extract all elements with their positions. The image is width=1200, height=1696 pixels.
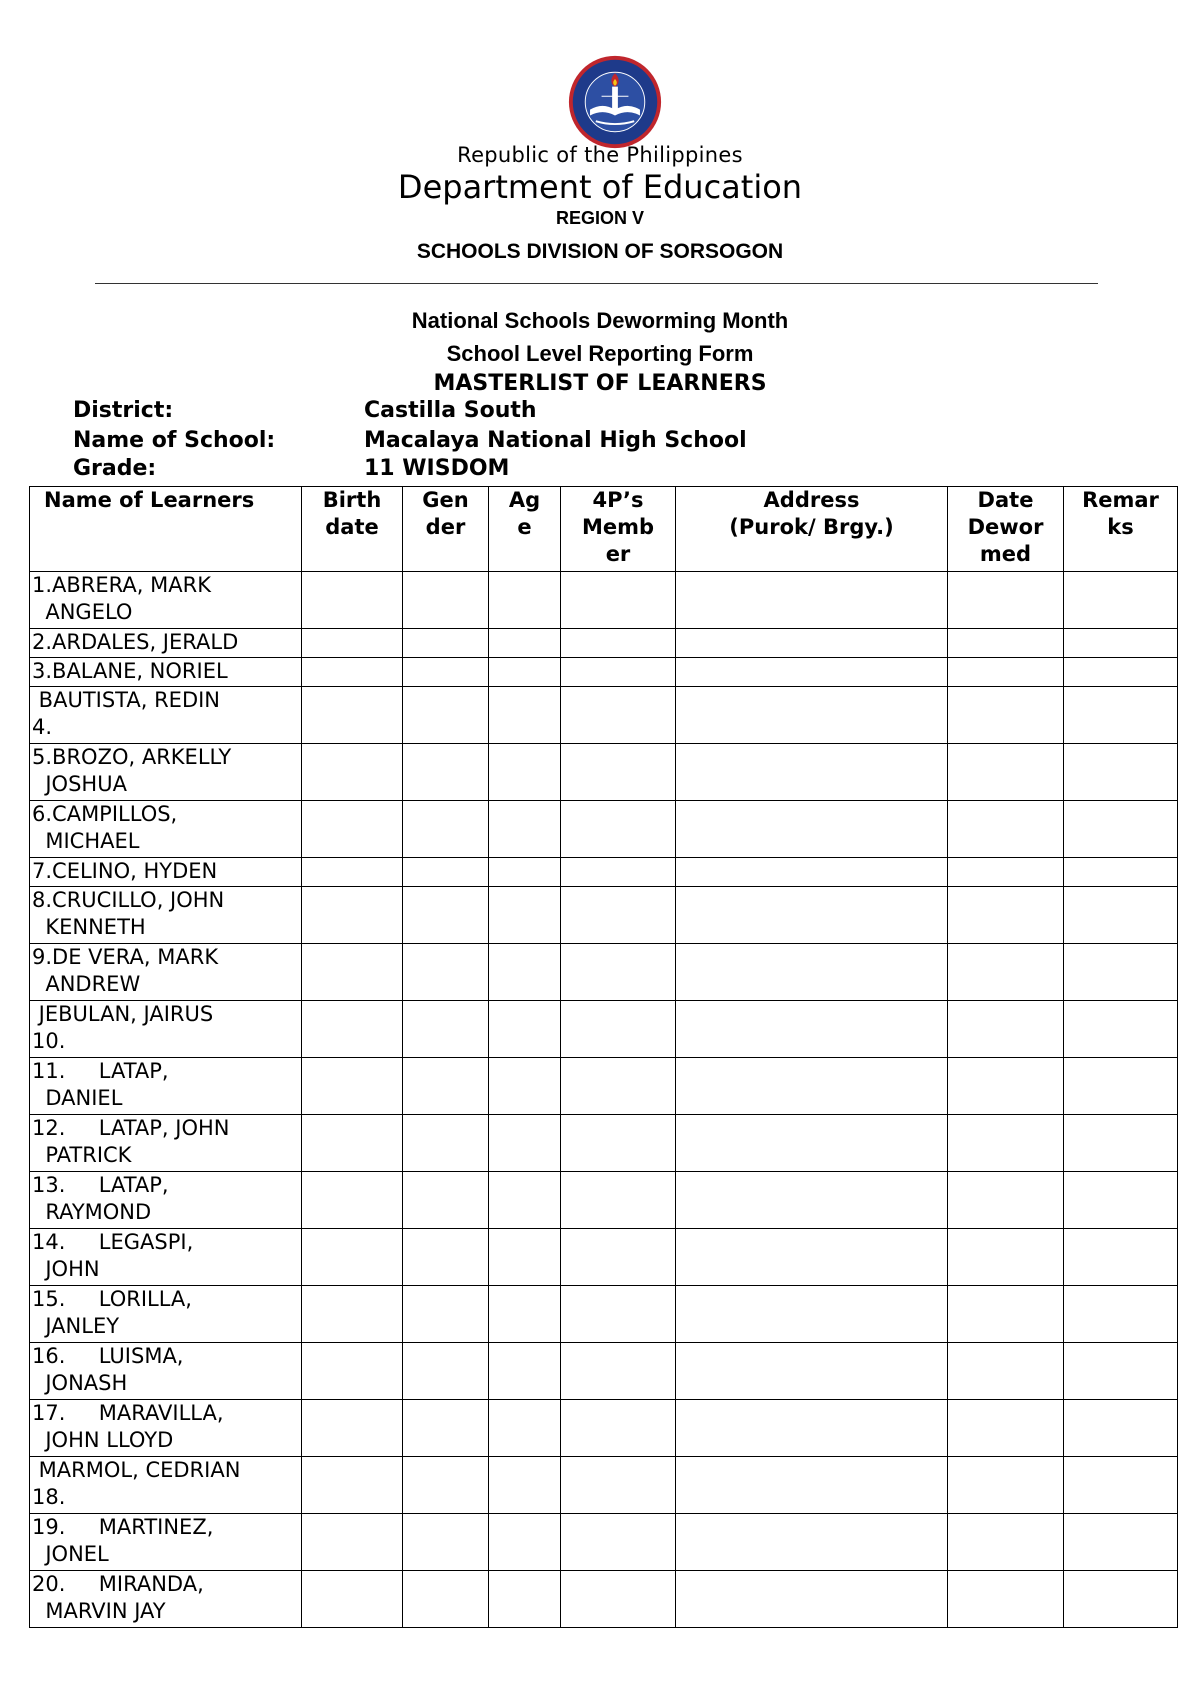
learner-name-text: 13. LATAP,: [32, 1173, 169, 1197]
learner-name-text: ANDREW: [32, 972, 141, 996]
learner-name-text: ANGELO: [32, 600, 133, 624]
learner-name-text: 5.BROZO, ARKELLY: [32, 745, 232, 769]
blank-entry-cell: [561, 1172, 676, 1229]
blank-entry-cell: [561, 1115, 676, 1172]
blank-entry-cell: [948, 1343, 1064, 1400]
blank-entry-cell: [403, 1172, 489, 1229]
blank-entry-cell: [489, 629, 561, 658]
table-row: [30, 1001, 1178, 1058]
blank-entry-cell: [1064, 1115, 1178, 1172]
learner-name-text: 15. LORILLA,: [32, 1287, 192, 1311]
learner-name-cell: [30, 944, 302, 1001]
learner-name-text: BAUTISTA, REDIN: [32, 688, 221, 712]
blank-entry-cell: [302, 687, 403, 744]
blank-entry-cell: [302, 1172, 403, 1229]
table-row: [30, 744, 1178, 801]
form-title-event: National Schools Deworming Month: [411, 308, 789, 333]
learner-name-text: PATRICK: [32, 1143, 132, 1167]
blank-entry-cell: [561, 1514, 676, 1571]
blank-entry-cell: [489, 1115, 561, 1172]
blank-entry-cell: [302, 1058, 403, 1115]
learner-name-cell: [30, 744, 302, 801]
blank-entry-cell: [676, 1115, 948, 1172]
table-header-row: [30, 487, 1178, 572]
blank-entry-cell: [489, 887, 561, 944]
blank-entry-cell: [948, 1400, 1064, 1457]
blank-entry-cell: [948, 1286, 1064, 1343]
blank-entry-cell: [948, 1229, 1064, 1286]
blank-entry-cell: [561, 1457, 676, 1514]
table-row: [30, 1514, 1178, 1571]
learner-name-cell: [30, 1058, 302, 1115]
blank-entry-cell: [1064, 1001, 1178, 1058]
blank-entry-cell: [676, 801, 948, 858]
column-header: [489, 487, 561, 572]
learner-name-text: 18.: [32, 1485, 66, 1509]
column-header-text: Address: [763, 488, 860, 512]
blank-entry-cell: [561, 801, 676, 858]
column-header-text: Memb: [581, 515, 655, 539]
blank-entry-cell: [561, 572, 676, 629]
learner-name-cell: [30, 687, 302, 744]
blank-entry-cell: [948, 801, 1064, 858]
column-header-text: Date: [977, 488, 1034, 512]
blank-entry-cell: [489, 858, 561, 887]
grade-label: Grade:: [73, 456, 157, 481]
learner-name-text: MARVIN JAY: [32, 1599, 166, 1623]
table-row: [30, 1172, 1178, 1229]
form-title-masterlist: MASTERLIST OF LEARNERS: [433, 371, 767, 396]
blank-entry-cell: [403, 1400, 489, 1457]
column-header: [948, 487, 1064, 572]
blank-entry-cell: [489, 1286, 561, 1343]
learner-name-cell: [30, 1229, 302, 1286]
column-header-text: der: [425, 515, 466, 539]
learner-name-text: 2.ARDALES, JERALD: [32, 630, 239, 654]
learner-name-cell: [30, 1571, 302, 1628]
blank-entry-cell: [676, 944, 948, 1001]
blank-entry-cell: [302, 1571, 403, 1628]
blank-entry-cell: [1064, 1058, 1178, 1115]
blank-entry-cell: [302, 629, 403, 658]
blank-entry-cell: [489, 1514, 561, 1571]
blank-entry-cell: [403, 629, 489, 658]
learner-name-cell: [30, 1172, 302, 1229]
form-title-type: School Level Reporting Form: [446, 341, 754, 366]
blank-entry-cell: [403, 1571, 489, 1628]
school-label: Name of School:: [73, 428, 276, 453]
blank-entry-cell: [489, 944, 561, 1001]
blank-entry-cell: [489, 658, 561, 687]
blank-entry-cell: [561, 629, 676, 658]
blank-entry-cell: [676, 1400, 948, 1457]
learner-name-cell: [30, 629, 302, 658]
blank-entry-cell: [948, 658, 1064, 687]
column-header-text: Name of Learners: [44, 488, 255, 512]
blank-entry-cell: [1064, 858, 1178, 887]
column-header: [302, 487, 403, 572]
column-header-text: Birth: [322, 488, 382, 512]
blank-entry-cell: [403, 1343, 489, 1400]
division-line: SCHOOLS DIVISION OF SORSOGON: [416, 240, 784, 263]
blank-entry-cell: [948, 1514, 1064, 1571]
blank-entry-cell: [561, 1571, 676, 1628]
blank-entry-cell: [403, 1229, 489, 1286]
blank-entry-cell: [403, 744, 489, 801]
blank-entry-cell: [489, 744, 561, 801]
school-value: Macalaya National High School: [364, 428, 747, 453]
blank-entry-cell: [302, 801, 403, 858]
grade-value: 11 WISDOM: [364, 456, 510, 481]
blank-entry-cell: [302, 858, 403, 887]
blank-entry-cell: [489, 1457, 561, 1514]
blank-entry-cell: [561, 1001, 676, 1058]
column-header-text: Remar: [1082, 488, 1159, 512]
blank-entry-cell: [561, 658, 676, 687]
blank-entry-cell: [403, 858, 489, 887]
column-header-text: Ag: [508, 488, 541, 512]
blank-entry-cell: [1064, 687, 1178, 744]
learner-name-text: JOHN LLOYD: [32, 1428, 174, 1452]
column-header: [30, 487, 302, 572]
blank-entry-cell: [676, 1229, 948, 1286]
learner-name-cell: [30, 658, 302, 687]
learner-name-text: DANIEL: [32, 1086, 123, 1110]
blank-entry-cell: [489, 1172, 561, 1229]
column-header: [676, 487, 948, 572]
blank-entry-cell: [302, 1514, 403, 1571]
blank-entry-cell: [403, 801, 489, 858]
blank-entry-cell: [1064, 944, 1178, 1001]
learner-name-text: 10.: [32, 1029, 66, 1053]
learner-name-cell: [30, 887, 302, 944]
blank-entry-cell: [403, 1457, 489, 1514]
header-divider: [95, 283, 1098, 284]
blank-entry-cell: [1064, 1400, 1178, 1457]
blank-entry-cell: [403, 944, 489, 1001]
masterlist-table: [29, 486, 1178, 1628]
blank-entry-cell: [561, 1286, 676, 1343]
blank-entry-cell: [489, 1571, 561, 1628]
table-row: [30, 1343, 1178, 1400]
blank-entry-cell: [403, 1514, 489, 1571]
learner-name-text: 17. MARAVILLA,: [32, 1401, 224, 1425]
blank-entry-cell: [948, 1172, 1064, 1229]
blank-entry-cell: [1064, 801, 1178, 858]
learner-name-text: MARMOL, CEDRIAN: [32, 1458, 241, 1482]
blank-entry-cell: [1064, 1286, 1178, 1343]
blank-entry-cell: [948, 572, 1064, 629]
learner-name-text: KENNETH: [32, 915, 146, 939]
blank-entry-cell: [1064, 658, 1178, 687]
blank-entry-cell: [676, 744, 948, 801]
blank-entry-cell: [676, 629, 948, 658]
blank-entry-cell: [948, 687, 1064, 744]
column-header-text: date: [325, 515, 379, 539]
blank-entry-cell: [302, 744, 403, 801]
blank-entry-cell: [948, 1058, 1064, 1115]
blank-entry-cell: [302, 1001, 403, 1058]
learner-name-text: 20. MIRANDA,: [32, 1572, 204, 1596]
blank-entry-cell: [302, 572, 403, 629]
table-row: [30, 572, 1178, 629]
table-row: [30, 887, 1178, 944]
column-header: [561, 487, 676, 572]
blank-entry-cell: [676, 1343, 948, 1400]
learner-name-text: JANLEY: [32, 1314, 120, 1338]
blank-entry-cell: [561, 687, 676, 744]
table-row: [30, 858, 1178, 887]
blank-entry-cell: [489, 1400, 561, 1457]
blank-entry-cell: [561, 858, 676, 887]
blank-entry-cell: [302, 1400, 403, 1457]
learner-name-text: 3.BALANE, NORIEL: [32, 659, 228, 683]
blank-entry-cell: [561, 744, 676, 801]
column-header: [1064, 487, 1178, 572]
blank-entry-cell: [948, 1001, 1064, 1058]
blank-entry-cell: [1064, 887, 1178, 944]
blank-entry-cell: [1064, 1172, 1178, 1229]
learner-name-text: 4.: [32, 715, 53, 739]
blank-entry-cell: [676, 658, 948, 687]
learner-name-cell: [30, 858, 302, 887]
learner-name-cell: [30, 1115, 302, 1172]
column-header-text: e: [517, 515, 532, 539]
district-value: Castilla South: [364, 398, 537, 423]
learner-name-cell: [30, 572, 302, 629]
blank-entry-cell: [948, 887, 1064, 944]
blank-entry-cell: [403, 572, 489, 629]
learner-name-cell: [30, 1457, 302, 1514]
learner-name-text: 19. MARTINEZ,: [32, 1515, 214, 1539]
table-row: [30, 944, 1178, 1001]
blank-entry-cell: [489, 1343, 561, 1400]
learner-name-text: JONASH: [32, 1371, 128, 1395]
blank-entry-cell: [489, 572, 561, 629]
table-row: [30, 1115, 1178, 1172]
blank-entry-cell: [489, 1001, 561, 1058]
learner-name-text: RAYMOND: [32, 1200, 152, 1224]
blank-entry-cell: [489, 801, 561, 858]
blank-entry-cell: [676, 1514, 948, 1571]
blank-entry-cell: [948, 744, 1064, 801]
blank-entry-cell: [1064, 1229, 1178, 1286]
learner-name-text: 6.CAMPILLOS,: [32, 802, 178, 826]
blank-entry-cell: [1064, 629, 1178, 658]
blank-entry-cell: [403, 1001, 489, 1058]
learner-name-text: JEBULAN, JAIRUS: [32, 1002, 214, 1026]
table-body: [30, 572, 1178, 1628]
table-row: [30, 1058, 1178, 1115]
learner-name-text: MICHAEL: [32, 829, 140, 853]
blank-entry-cell: [1064, 1343, 1178, 1400]
blank-entry-cell: [948, 1571, 1064, 1628]
column-header-text: (Purok/ Brgy.): [729, 515, 894, 539]
blank-entry-cell: [489, 1058, 561, 1115]
column-header-text: ks: [1107, 515, 1134, 539]
blank-entry-cell: [489, 687, 561, 744]
column-header-text: Gen: [422, 488, 469, 512]
blank-entry-cell: [676, 572, 948, 629]
blank-entry-cell: [676, 1457, 948, 1514]
republic-line: Republic of the Philippines: [457, 143, 743, 167]
deped-seal-logo: [567, 54, 663, 150]
blank-entry-cell: [561, 944, 676, 1001]
blank-entry-cell: [403, 1058, 489, 1115]
blank-entry-cell: [676, 1172, 948, 1229]
learner-name-cell: [30, 1400, 302, 1457]
blank-entry-cell: [302, 1343, 403, 1400]
blank-entry-cell: [948, 629, 1064, 658]
learner-name-cell: [30, 1343, 302, 1400]
blank-entry-cell: [403, 687, 489, 744]
learner-name-text: 12. LATAP, JOHN: [32, 1116, 230, 1140]
table-row: [30, 801, 1178, 858]
learner-name-text: 14. LEGASPI,: [32, 1230, 194, 1254]
blank-entry-cell: [561, 1343, 676, 1400]
blank-entry-cell: [403, 1115, 489, 1172]
table-row: [30, 1229, 1178, 1286]
blank-entry-cell: [676, 858, 948, 887]
blank-entry-cell: [676, 1001, 948, 1058]
table-row: [30, 1571, 1178, 1628]
district-label: District:: [73, 398, 174, 423]
column-header-text: Dewor: [967, 515, 1044, 539]
blank-entry-cell: [676, 1058, 948, 1115]
blank-entry-cell: [676, 887, 948, 944]
table-row: [30, 687, 1178, 744]
learner-name-text: 8.CRUCILLO, JOHN: [32, 888, 225, 912]
blank-entry-cell: [948, 858, 1064, 887]
column-header-text: med: [979, 542, 1032, 566]
blank-entry-cell: [302, 658, 403, 687]
table-row: [30, 658, 1178, 687]
blank-entry-cell: [489, 1229, 561, 1286]
region-line: REGION V: [555, 208, 644, 228]
blank-entry-cell: [1064, 744, 1178, 801]
column-header: [403, 487, 489, 572]
column-header-text: er: [605, 542, 631, 566]
blank-entry-cell: [302, 944, 403, 1001]
learner-name-text: JOHN: [32, 1257, 100, 1281]
column-header-text: 4P’s: [592, 488, 644, 512]
blank-entry-cell: [561, 1229, 676, 1286]
blank-entry-cell: [302, 1286, 403, 1343]
learner-name-text: 7.CELINO, HYDEN: [32, 859, 218, 883]
blank-entry-cell: [1064, 1457, 1178, 1514]
learner-name-text: 16. LUISMA,: [32, 1344, 184, 1368]
blank-entry-cell: [302, 887, 403, 944]
learner-name-cell: [30, 1514, 302, 1571]
table-row: [30, 1400, 1178, 1457]
learner-name-cell: [30, 1001, 302, 1058]
blank-entry-cell: [948, 1115, 1064, 1172]
table-row: [30, 629, 1178, 658]
department-name: Department of Education: [397, 168, 803, 206]
table-row: [30, 1286, 1178, 1343]
blank-entry-cell: [561, 1400, 676, 1457]
learner-name-cell: [30, 1286, 302, 1343]
blank-entry-cell: [948, 944, 1064, 1001]
blank-entry-cell: [403, 1286, 489, 1343]
blank-entry-cell: [1064, 572, 1178, 629]
blank-entry-cell: [403, 887, 489, 944]
learner-name-text: JONEL: [32, 1542, 109, 1566]
learner-name-text: 1.ABRERA, MARK: [32, 573, 211, 597]
learner-name-text: 9.DE VERA, MARK: [32, 945, 219, 969]
learner-name-cell: [30, 801, 302, 858]
table-row: [30, 1457, 1178, 1514]
learner-name-text: 11. LATAP,: [32, 1059, 169, 1083]
blank-entry-cell: [561, 1058, 676, 1115]
blank-entry-cell: [561, 887, 676, 944]
blank-entry-cell: [676, 1571, 948, 1628]
blank-entry-cell: [1064, 1571, 1178, 1628]
learner-name-text: JOSHUA: [32, 772, 127, 796]
blank-entry-cell: [948, 1457, 1064, 1514]
blank-entry-cell: [302, 1229, 403, 1286]
blank-entry-cell: [676, 1286, 948, 1343]
blank-entry-cell: [1064, 1514, 1178, 1571]
blank-entry-cell: [403, 658, 489, 687]
blank-entry-cell: [676, 687, 948, 744]
blank-entry-cell: [302, 1115, 403, 1172]
blank-entry-cell: [302, 1457, 403, 1514]
